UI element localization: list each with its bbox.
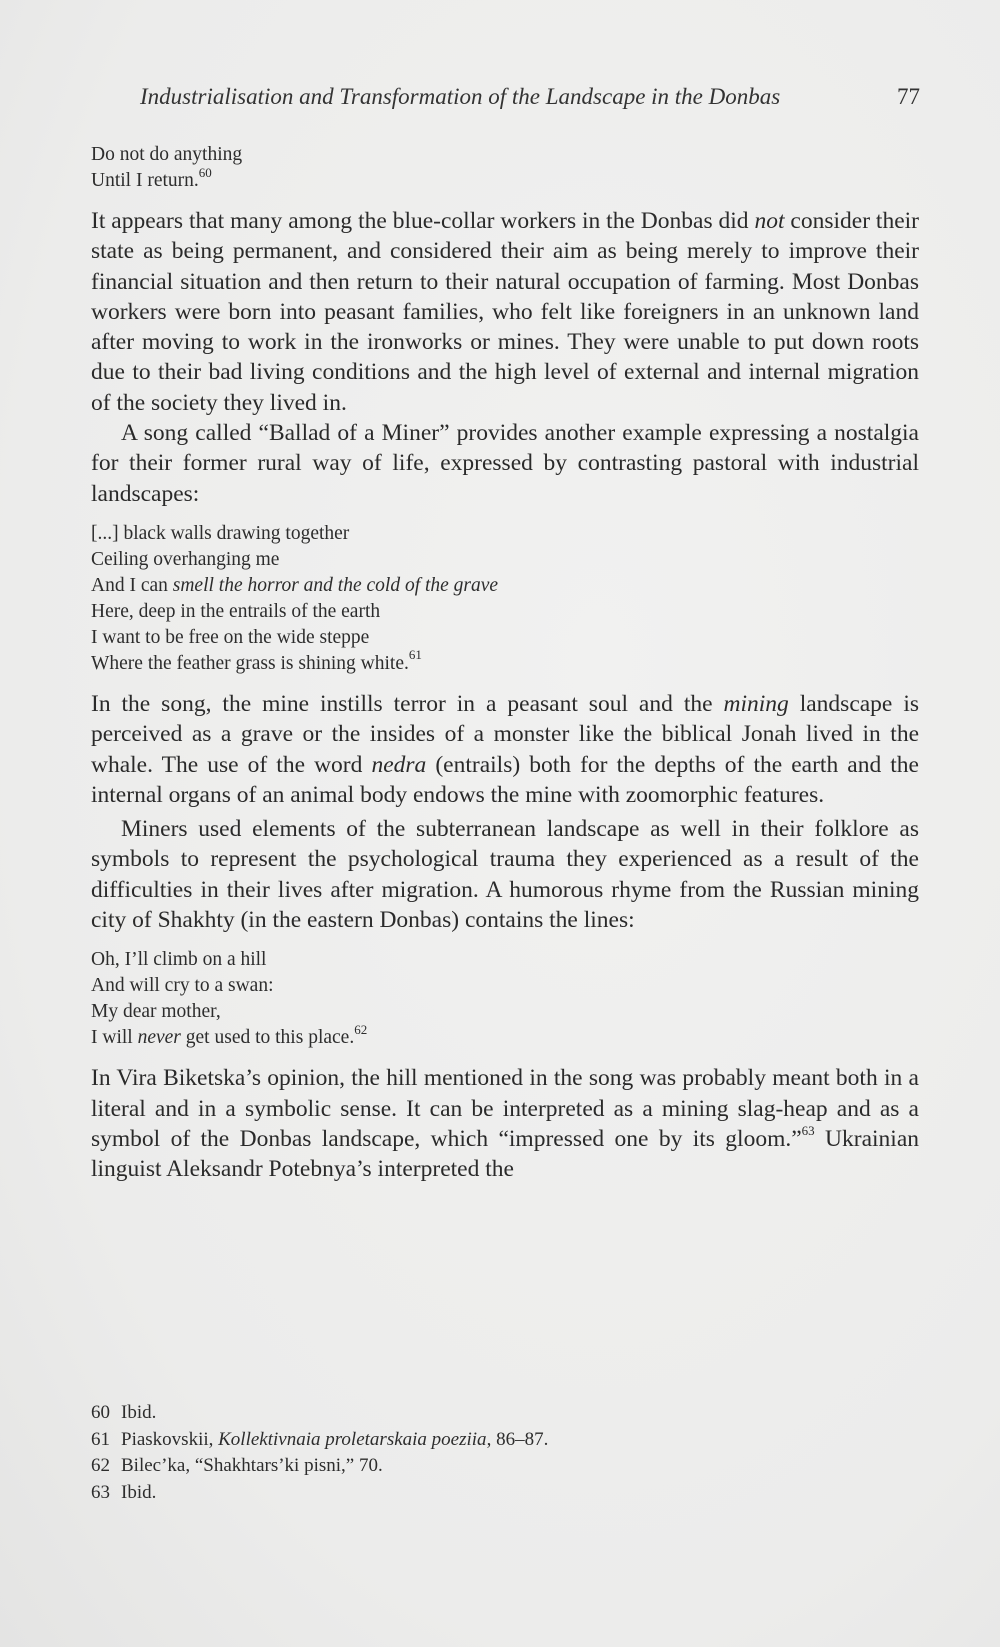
text-run: In the song, the mine instills terror in a peasant soul and the bbox=[91, 690, 724, 717]
footnote-text: Piaskovskii, bbox=[121, 1428, 219, 1450]
emphasis-text: not bbox=[754, 208, 785, 234]
verse-line: Do not do anything bbox=[91, 144, 243, 165]
footnote-ref: 61 bbox=[408, 647, 422, 663]
emphasis-text: nedra bbox=[371, 751, 427, 778]
text-run: In Vira Biketska’s opinion, the hill mentioned in the song was probably meant both in a literal and in a symbolic sense. It can be interpreted as a mining slag-heap and as a symbol of the Donbas landscape, which “impressed one by its gloom.” bbox=[91, 1065, 919, 1152]
paragraph: Miners used elements of the subterranean landscape as well in their folklore as symbols to represent the psychological trauma they experienced as a result of the difficulties in their lives after migration. A humorous rhyme from the Russian mining city of Shakhty (in the eastern Donbas) contains the lines: bbox=[91, 816, 919, 934]
verse-line: Oh, I’ll climb on a hill bbox=[91, 949, 267, 971]
running-head bbox=[140, 80, 920, 120]
footnote-number: 62 bbox=[91, 1455, 110, 1476]
verse-line-text: Until I return. bbox=[91, 170, 199, 191]
text-run: And I can bbox=[91, 574, 173, 596]
verse-line: Ceiling overhanging me bbox=[91, 548, 280, 570]
footnote bbox=[91, 1480, 791, 1507]
footnotes bbox=[91, 1400, 791, 1506]
footnote-text: Ibid. bbox=[121, 1481, 157, 1503]
footnote-number: 60 bbox=[91, 1402, 110, 1423]
main-text bbox=[91, 142, 919, 1185]
text-run: It appears that many among the blue-collar workers in the Donbas did bbox=[91, 208, 755, 234]
footnote-text: Ibid. bbox=[121, 1402, 157, 1423]
footnote-ref: 63 bbox=[801, 1123, 815, 1139]
emphasis-text: mining bbox=[723, 690, 789, 717]
paragraph bbox=[91, 206, 919, 418]
running-head-title: Industrialisation and Transformation of the Landscape in the Donbas bbox=[140, 84, 781, 109]
verse-line: And will cry to a swan: bbox=[91, 975, 274, 997]
emphasis-text: smell the horror and the cold of the grave bbox=[172, 574, 499, 596]
footnote-ref: 60 bbox=[198, 164, 212, 180]
text-run: I will bbox=[91, 1027, 138, 1049]
verse-line: Here, deep in the entrails of the earth bbox=[91, 600, 381, 622]
paragraph: A song called “Ballad of a Miner” provides another example expressing a nostalgia for their former rural way of life, expressed by contrasting pastoral with industrial landscapes: bbox=[91, 420, 919, 507]
footnote-text: , 86–87. bbox=[486, 1428, 549, 1450]
emphasis-text: never bbox=[137, 1027, 181, 1049]
footnote bbox=[91, 1427, 791, 1454]
text-run: Where the feather grass is shining white. bbox=[91, 652, 409, 674]
footnote-title: Kollektivnaia proletarskaia poeziia bbox=[218, 1428, 487, 1450]
text-run: (entrails) both for the depths of the earth and the internal organs of an animal body endows the mine with zoomorphic features. bbox=[91, 751, 919, 808]
verse-line: My dear mother, bbox=[91, 1001, 221, 1023]
footnote-ref: 62 bbox=[354, 1021, 368, 1037]
verse-line: [...] black walls drawing together bbox=[91, 522, 350, 544]
footnote-number: 61 bbox=[91, 1428, 110, 1450]
paragraph bbox=[91, 689, 919, 810]
text-run: consider their state as being permanent, and considered their aim as being merely to improve their financial situation and then return to their natural occupation of farming. Most Donbas workers were born into peasant families, who felt like foreigners in an unknown land after moving to work in the ironworks or mines. They were unable to put down roots due to their bad living conditions and the high level of external and internal migration of the society they lived in. bbox=[91, 208, 919, 416]
verse-line bbox=[91, 164, 919, 194]
footnote-number: 63 bbox=[91, 1481, 110, 1503]
text-run: get used to this place. bbox=[180, 1027, 355, 1049]
verse-line bbox=[91, 647, 919, 677]
footnote bbox=[91, 1453, 791, 1480]
footnote-text: Bilec’ka, “Shakhtars’ki pisni,” 70. bbox=[121, 1455, 383, 1476]
verse-line bbox=[91, 573, 919, 599]
verse-quote-1 bbox=[91, 142, 919, 194]
page-number: 77 bbox=[897, 84, 920, 109]
verse-quote-2 bbox=[91, 521, 919, 677]
text-run: Ukrainian linguist Aleksandr Potebnya’s interpreted the bbox=[91, 1125, 920, 1183]
verse-line: I want to be free on the wide steppe bbox=[91, 626, 370, 648]
verse-line bbox=[91, 1021, 919, 1051]
text-run: landscape is perceived as a grave or the insides of a monster like the biblical Jonah lived in the whale. The use of the word bbox=[91, 690, 919, 778]
verse-quote-3 bbox=[91, 947, 919, 1051]
paragraph bbox=[91, 1063, 919, 1184]
footnote bbox=[91, 1400, 791, 1427]
